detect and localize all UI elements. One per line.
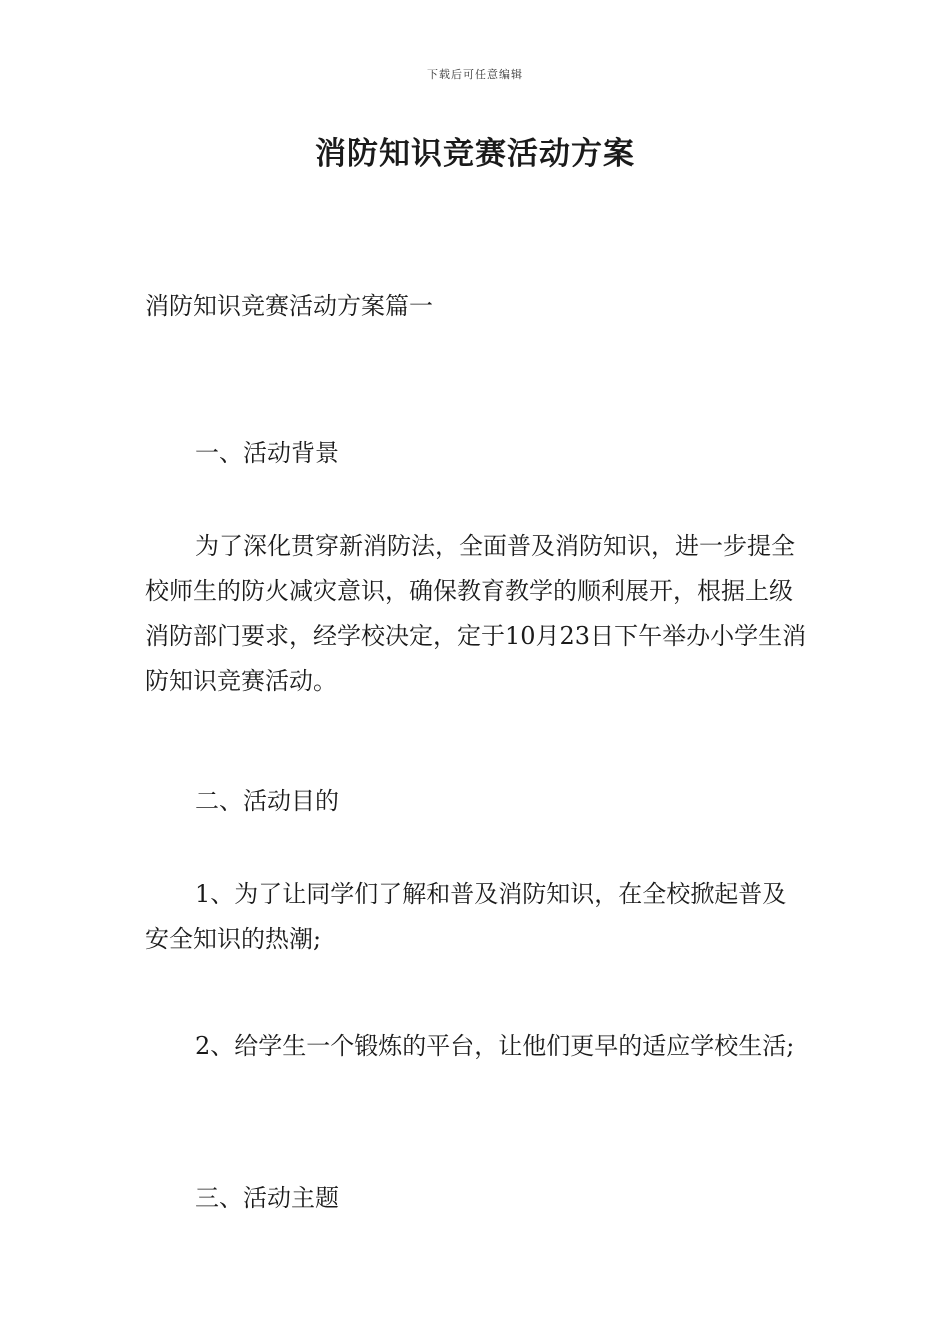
section-heading-background: 一、活动背景 [195,439,339,467]
document-title: 消防知识竞赛活动方案 [315,136,635,172]
document-subtitle: 消防知识竞赛活动方案篇一 [145,292,433,320]
list-item-purpose-1: 1、为了让同学们了解和普及消防知识，在全校掀起普及安全知识的热潮; [145,880,787,953]
section-heading-theme: 三、活动主题 [195,1184,339,1212]
header-note: 下载后可任意编辑 [427,68,523,81]
list-item-purpose-2: 2、给学生一个锻炼的平台，让他们更早的适应学校生活; [195,1032,795,1060]
section-heading-purpose: 二、活动目的 [195,787,339,815]
paragraph-background: 为了深化贯穿新消防法，全面普及消防知识，进一步提全校师生的防火减灾意识，确保教育教学的顺利展开，根据上级消防部门要求，经学校决定，定于10月23日下午举办小学生消防知识竞赛活动。 [145,532,807,695]
